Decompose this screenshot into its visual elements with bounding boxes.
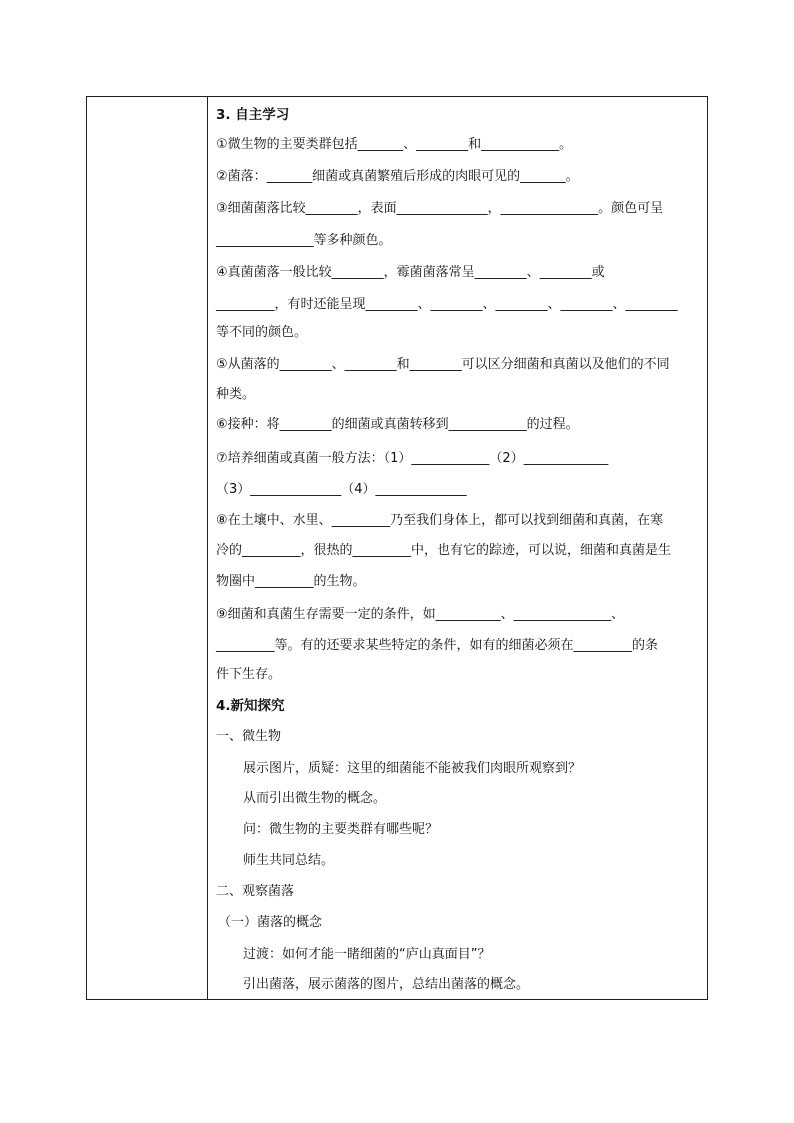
- part-1-title: 一、微生物: [216, 729, 282, 744]
- column-divider: [207, 97, 208, 999]
- self-study-line-16: ⑨细菌和真菌生存需要一定的条件，如__________、_______________、: [216, 607, 625, 622]
- self-study-line-9: 种类。: [216, 387, 256, 402]
- self-study-line-11: ⑦培养细菌或真菌一般方法：（1）____________（2）_____________: [216, 451, 609, 466]
- section-3-heading: 3. 自主学习: [216, 107, 290, 123]
- self-study-line-4: _______________等多种颜色。: [216, 233, 392, 248]
- self-study-line-1: ①微生物的主要类群包括_______、________和____________。: [216, 137, 573, 152]
- section-4-heading: 4.新知探究: [216, 698, 285, 714]
- self-study-line-2: ②菌落：_______细菌或真菌繁殖后形成的肉眼可见的_______。: [216, 169, 579, 184]
- part-1-line-2: 从而引出微生物的概念。: [243, 791, 387, 806]
- self-study-line-12: （3）______________（4）______________: [216, 482, 467, 497]
- lesson-table: [86, 96, 708, 1000]
- part-1-line-4: 师生共同总结。: [243, 853, 335, 868]
- self-study-line-17: _________等。有的还要求某些特定的条件，如有的细菌必须在_________的条: [216, 638, 659, 653]
- self-study-line-3: ③细菌菌落比较________，表面______________，_______________。颜色可呈: [216, 201, 664, 216]
- self-study-line-7: 等不同的颜色。: [216, 325, 308, 340]
- self-study-line-10: ⑥接种：将________的细菌或真菌转移到____________的过程。: [216, 417, 579, 432]
- part-1-line-1: 展示图片，质疑：这里的细菌能不能被我们肉眼所观察到？: [243, 761, 582, 776]
- self-study-line-15: 物圈中_________的生物。: [216, 574, 366, 589]
- part-1-line-3: 问：微生物的主要类群有哪些呢？: [243, 822, 439, 837]
- sub-1-line-1: 过渡：如何才能一睹细菌的“庐山真面目”？: [243, 947, 491, 962]
- self-study-line-13: ⑧在土壤中、水里、_________乃至我们身体上，都可以找到细菌和真菌，在寒: [216, 513, 664, 528]
- part-2-title: 二、观察菌落: [216, 884, 295, 899]
- self-study-line-6: _________，有时还能呈现________、________、________、________、________: [216, 297, 678, 312]
- self-study-line-14: 冷的_________，很热的_________中，也有它的踪迹，可以说，细菌和真菌是生: [216, 543, 672, 558]
- self-study-line-8: ⑤从菌落的________、________和________可以区分细菌和真菌以及他们的不同: [216, 357, 670, 372]
- sub-1-line-2: 引出菌落，展示菌落的图片，总结出菌落的概念。: [243, 977, 530, 992]
- self-study-line-18: 件下生存。: [216, 667, 282, 682]
- self-study-line-5: ④真菌菌落一般比较________，霉菌菌落常呈________、________或: [216, 265, 605, 280]
- sub-1-title: （一）菌落的概念: [218, 915, 323, 930]
